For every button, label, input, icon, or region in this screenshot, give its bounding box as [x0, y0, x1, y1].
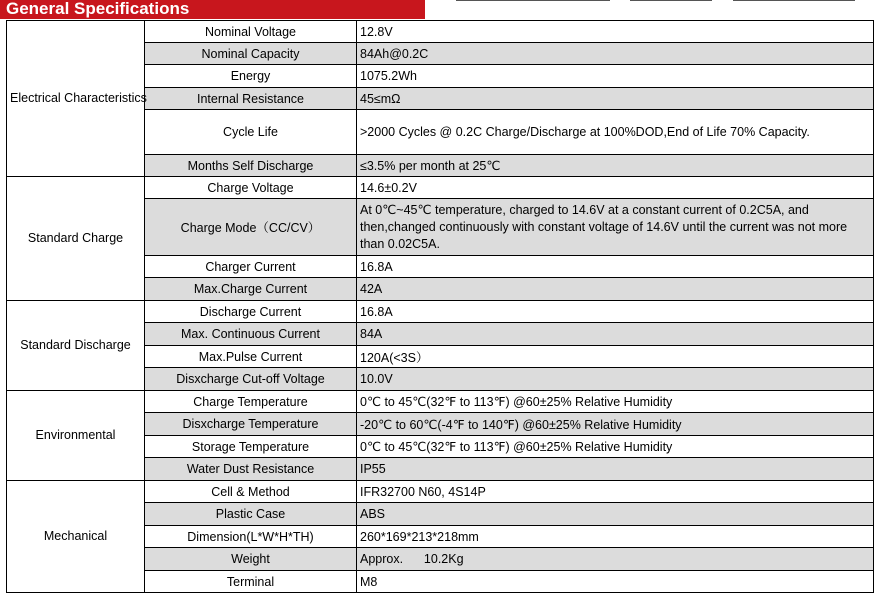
spec-value: 260*169*213*218mm: [357, 526, 874, 548]
group-label-electrical: Electrical Characteristics: [7, 21, 145, 177]
spec-value: IP55: [357, 458, 874, 481]
spec-value: 0℃ to 45℃(32℉ to 113℉) @60±25% Relative Humidity: [357, 436, 874, 458]
spec-name: Dimension(L*W*H*TH): [145, 526, 357, 548]
spec-name: Nominal Capacity: [145, 43, 357, 65]
spec-value: 0℃ to 45℃(32℉ to 113℉) @60±25% Relative Humidity: [357, 391, 874, 413]
spec-name: Disxcharge Temperature: [145, 413, 357, 436]
spec-value: 10.0V: [357, 368, 874, 391]
spec-name: Water Dust Resistance: [145, 458, 357, 481]
spec-name: Max.Charge Current: [145, 278, 357, 301]
spec-name: Nominal Voltage: [145, 21, 357, 43]
spec-name: Charger Current: [145, 256, 357, 278]
spec-name: Plastic Case: [145, 503, 357, 526]
decorative-rule: [456, 0, 610, 1]
spec-value: ABS: [357, 503, 874, 526]
spec-value: 16.8A: [357, 301, 874, 323]
spec-name: Cycle Life: [145, 110, 357, 155]
group-label-mechanical: Mechanical: [7, 481, 145, 593]
spec-name: Charge Voltage: [145, 177, 357, 199]
spec-value: 42A: [357, 278, 874, 301]
spec-name: Charge Temperature: [145, 391, 357, 413]
spec-name: Charge Mode（CC/CV）: [145, 199, 357, 256]
spec-value: >2000 Cycles @ 0.2C Charge/Discharge at 100%DOD,End of Life 70% Capacity.: [357, 110, 874, 155]
spec-value: 1075.2Wh: [357, 65, 874, 88]
spec-value: 84Ah@0.2C: [357, 43, 874, 65]
spec-name: Internal Resistance: [145, 88, 357, 110]
spec-value: 14.6±0.2V: [357, 177, 874, 199]
spec-value: ≤3.5% per month at 25℃: [357, 155, 874, 177]
spec-value: 84A: [357, 323, 874, 346]
decorative-rule: [733, 0, 855, 1]
spec-name: Energy: [145, 65, 357, 88]
specifications-table: [6, 20, 874, 593]
spec-value: IFR32700 N60, 4S14P: [357, 481, 874, 503]
spec-value: Approx. 10.2Kg: [357, 548, 874, 571]
spec-name: Weight: [145, 548, 357, 571]
spec-name: Max. Continuous Current: [145, 323, 357, 346]
spec-value: At 0℃~45℃ temperature, charged to 14.6V at a constant current of 0.2C5A, and then,changed continuously with constant voltage of 14.6V until the current was not more than 0.02C5A.: [357, 199, 874, 256]
spec-value: 120A(<3S）: [357, 346, 874, 368]
spec-name: Months Self Discharge: [145, 155, 357, 177]
section-title: General Specifications: [6, 0, 190, 18]
spec-value: 12.8V: [357, 21, 874, 43]
section-title-bar: [0, 0, 425, 19]
spec-name: Discharge Current: [145, 301, 357, 323]
spec-name: Cell & Method: [145, 481, 357, 503]
group-label-standard-discharge: Standard Discharge: [7, 301, 145, 391]
spec-value: M8: [357, 571, 874, 593]
group-label-environmental: Environmental: [7, 391, 145, 481]
spec-value: 45≤mΩ: [357, 88, 874, 110]
spec-value: 16.8A: [357, 256, 874, 278]
spec-name: Terminal: [145, 571, 357, 593]
spec-value: -20℃ to 60℃(-4℉ to 140℉) @60±25% Relative Humidity: [357, 413, 874, 436]
spec-name: Disxcharge Cut-off Voltage: [145, 368, 357, 391]
group-label-standard-charge: Standard Charge: [7, 177, 145, 301]
spec-name: Max.Pulse Current: [145, 346, 357, 368]
spec-name: Storage Temperature: [145, 436, 357, 458]
decorative-rule: [630, 0, 712, 1]
